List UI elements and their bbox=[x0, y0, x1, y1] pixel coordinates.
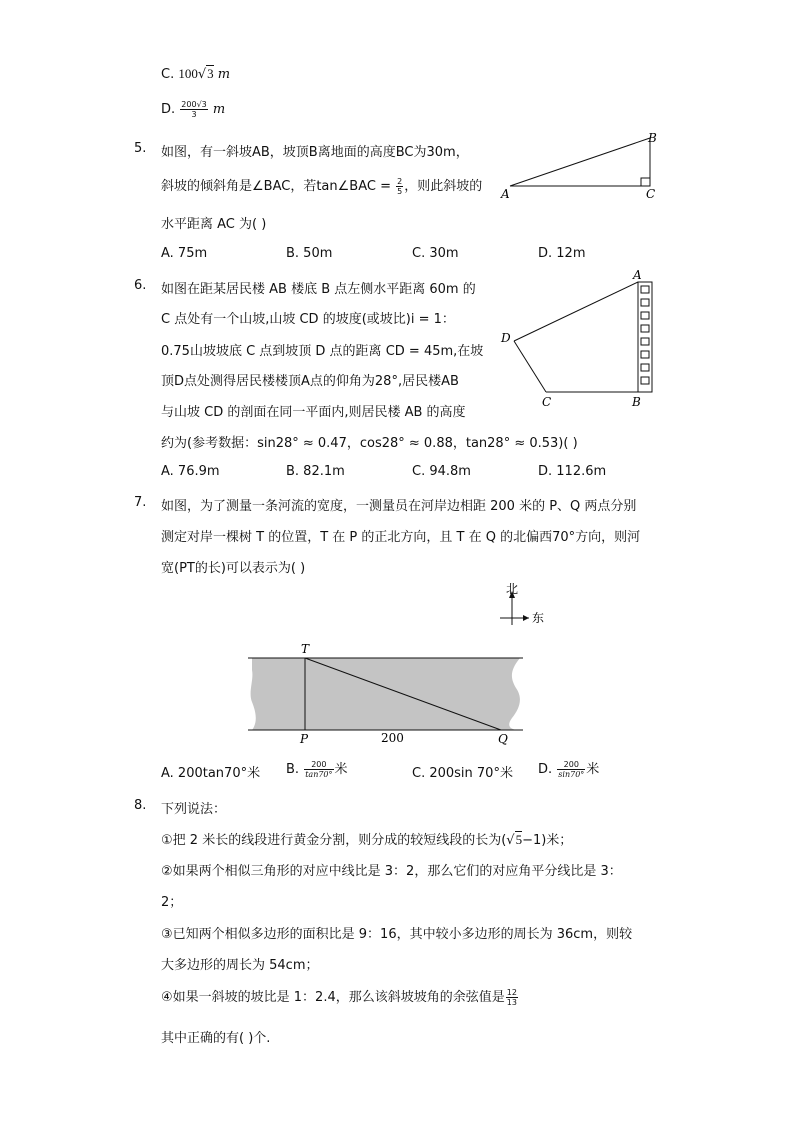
q7-text-line1: 如图，为了测量一条河流的宽度，一测量员在河岸边相距 200 米的 P、Q 两点分别 bbox=[161, 499, 637, 514]
building-windows bbox=[641, 286, 649, 384]
sightline-da bbox=[514, 282, 638, 341]
q6-building-figure bbox=[498, 266, 668, 410]
label-a: A bbox=[501, 187, 510, 201]
q8-item4: ④如果一斜坡的坡比是 1：2.4，那么该斜坡坡角的余弦值是 $\frac{12}{13}$ bbox=[161, 988, 517, 1007]
q6-number: 6. bbox=[134, 278, 147, 293]
q6-text-line6: 约为(参考数据：sin28° ≈ 0.47，cos28° ≈ 0.88，tan28° ≈ 0.53)( ) bbox=[161, 436, 578, 451]
sqrt-symbol: √ bbox=[506, 833, 515, 848]
slope-cd bbox=[514, 341, 546, 392]
compass-icon bbox=[496, 581, 556, 626]
q5-option-d[interactable]: D. 12m bbox=[538, 246, 586, 261]
q8-item2-line2: 2； bbox=[161, 895, 183, 910]
label-a: A bbox=[633, 268, 642, 282]
label-b: B bbox=[648, 131, 657, 145]
q7-text-line2: 测定对岸一棵树 T 的位置，T 在 P 的正北方向，且 T 在 Q 的北偏西70°方向，则河 bbox=[161, 530, 641, 545]
label-d: D bbox=[501, 331, 511, 345]
q8-item3-line2: 大多边形的周长为 54cm； bbox=[161, 958, 319, 973]
label-t: T bbox=[301, 642, 310, 656]
q8-item1: ①把 2 米长的线段进行黄金分割，则分成的较短线段的长为(√5−1)米； bbox=[161, 832, 573, 848]
q4-option-d[interactable]: D. $\frac{200√3}{3}$ m bbox=[161, 100, 226, 119]
q6-text-line5: 与山坡 CD 的剖面在同一平面内,则居民楼 AB 的高度 bbox=[161, 405, 466, 420]
label-distance: 200 bbox=[381, 731, 404, 745]
q8-item3-line1: ③已知两个相似多边形的面积比是 9：16，其中较小多边形的周长为 36cm，则较 bbox=[161, 927, 633, 942]
label-c: C bbox=[542, 395, 552, 409]
q5-slope-figure bbox=[495, 128, 665, 203]
q7-text-line3: 宽(PT的长)可以表示为( ) bbox=[161, 561, 306, 576]
right-angle-mark bbox=[641, 178, 650, 186]
q7-option-d[interactable]: D. $\frac{200}{\sin 70^\circ}$ 米 bbox=[538, 760, 600, 779]
label-p: P bbox=[300, 732, 309, 746]
q6-option-d[interactable]: D. 112.6m bbox=[538, 464, 607, 479]
q6-option-c[interactable]: C. 94.8m bbox=[412, 464, 471, 479]
compass-north-label: 北 bbox=[506, 582, 519, 596]
q6-text-line2: C 点处有一个山坡,山坡 CD 的坡度(或坡比)i = 1： bbox=[161, 312, 455, 327]
q5-text-line1: 如图，有一斜坡AB，坡顶B离地面的高度BC为30m， bbox=[161, 145, 469, 160]
q6-text-line3: 0.75山坡坡底 C 点到坡顶 D 点的距离 CD = 45m,在坡 bbox=[161, 344, 484, 359]
q7-option-c[interactable]: C. 200sin 70°米 bbox=[412, 766, 513, 781]
river-shape bbox=[251, 658, 520, 730]
q8-number: 8. bbox=[134, 798, 147, 813]
q8-intro: 下列说法： bbox=[161, 802, 227, 817]
q7-river-figure bbox=[248, 640, 528, 750]
q5-option-b[interactable]: B. 50m bbox=[286, 246, 333, 261]
q6-text-line1: 如图在距某居民楼 AB 楼底 B 点左侧水平距离 60m 的 bbox=[161, 282, 476, 297]
q5-option-c[interactable]: C. 30m bbox=[412, 246, 459, 261]
compass-east-label: 东 bbox=[532, 611, 545, 625]
q8-conclusion: 其中正确的有( )个. bbox=[161, 1031, 271, 1046]
label-c: C bbox=[646, 187, 656, 201]
sqrt-symbol: √ bbox=[197, 67, 207, 82]
slope-ab-line bbox=[510, 138, 650, 186]
q8-item2-line1: ②如果两个相似三角形的对应中线比是 3：2，那么它们的对应角平分线比是 3： bbox=[161, 864, 622, 879]
q6-option-b[interactable]: B. 82.1m bbox=[286, 464, 345, 479]
q7-option-b[interactable]: B. $\frac{200}{\tan 70^\circ}$ 米 bbox=[286, 760, 348, 779]
q7-number: 7. bbox=[134, 495, 147, 510]
q5-text-line3: 水平距离 AC 为( ) bbox=[161, 217, 267, 232]
label-q: Q bbox=[498, 732, 508, 746]
q5-option-a[interactable]: A. 75m bbox=[161, 246, 208, 261]
q4-option-c[interactable]: C. 100√3 m bbox=[161, 66, 231, 82]
q7-option-a[interactable]: A. 200tan70°米 bbox=[161, 766, 261, 781]
q5-number: 5. bbox=[134, 141, 147, 156]
q5-text-line2: 斜坡的倾斜角是∠BAC，若tan∠BAC = $\frac{2}{5}$ ，则此斜坡的 bbox=[161, 177, 483, 196]
q6-text-line4: 顶D点处测得居民楼楼顶A点的仰角为28°,居民楼AB bbox=[161, 374, 459, 389]
q6-option-a[interactable]: A. 76.9m bbox=[161, 464, 220, 479]
label-b: B bbox=[632, 395, 641, 409]
